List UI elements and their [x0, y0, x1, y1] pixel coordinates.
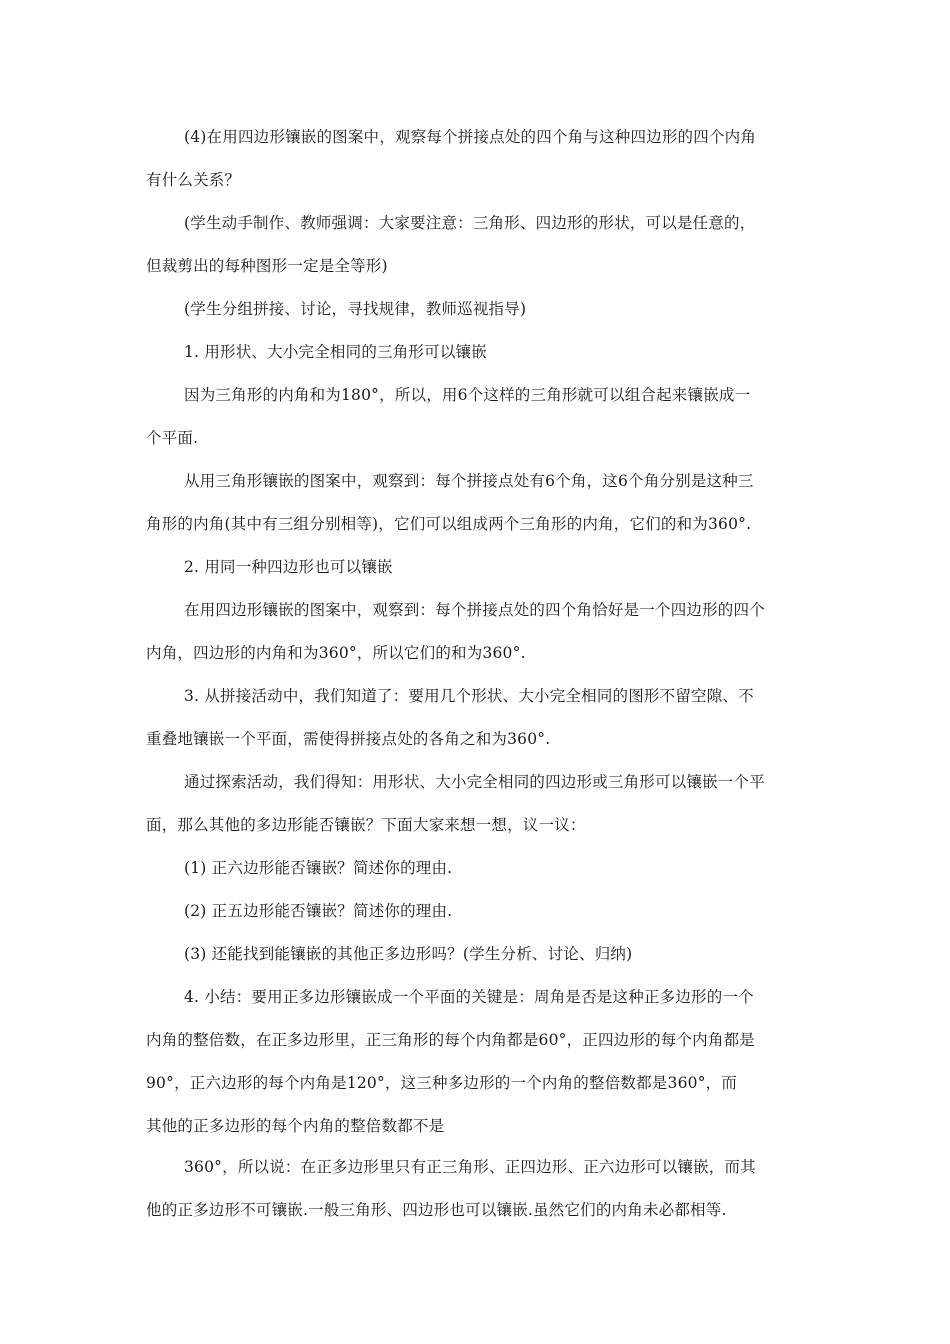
- text-line: 4. 小结：要用正多边形镶嵌成一个平面的关键是：周角是否是这种正多边形的一个: [184, 988, 754, 1006]
- text-line: 3. 从拼接活动中，我们知道了：要用几个形状、大小完全相同的图形不留空隙、不: [184, 687, 754, 705]
- text-line: 重叠地镶嵌一个平面，需使得拼接点处的各角之和为360°.: [146, 730, 551, 748]
- text-line: 个平面.: [146, 429, 199, 447]
- text-line: 内角，四边形的内角和为360°，所以它们的和为360°.: [146, 644, 526, 662]
- text-line: 2. 用同一种四边形也可以镶嵌: [184, 558, 393, 576]
- text-line: (2) 正五边形能否镶嵌？简述你的理由.: [184, 902, 453, 920]
- text-line: 面，那么其他的多边形能否镶嵌？下面大家来想一想，议一议：: [146, 816, 586, 834]
- text-line: (学生动手制作、教师强调：大家要注意：三角形、四边形的形状，可以是任意的，: [184, 214, 756, 232]
- text-line: 90°，正六边形的每个内角是120°，这三种多边形的一个内角的整倍数都是360°，而: [146, 1074, 738, 1092]
- text-line: (4)在用四边形镶嵌的图案中，观察每个拼接点处的四个角与这种四边形的四个内角: [184, 128, 757, 146]
- text-line: 角形的内角(其中有三组分别相等)，它们可以组成两个三角形的内角，它们的和为360°.: [146, 515, 752, 533]
- text-line: 他的正多边形不可镶嵌.一般三角形、四边形也可以镶嵌.虽然它们的内角未必都相等.: [146, 1201, 727, 1219]
- text-line: 1. 用形状、大小完全相同的三角形可以镶嵌: [184, 343, 487, 361]
- text-line: 从用三角形镶嵌的图案中，观察到：每个拼接点处有6个角，这6个角分别是这种三: [184, 472, 754, 490]
- text-line: (学生分组拼接、讨论，寻找规律，教师巡视指导): [184, 300, 527, 318]
- text-line: 因为三角形的内角和为180°，所以，用6个这样的三角形就可以组合起来镶嵌成一: [184, 386, 751, 404]
- text-line: (1) 正六边形能否镶嵌？简述你的理由.: [184, 859, 453, 877]
- text-line: 在用四边形镶嵌的图案中，观察到：每个拼接点处的四个角恰好是一个四边形的四个: [184, 601, 765, 619]
- text-line: 其他的正多边形的每个内角的整倍数都不是: [146, 1117, 445, 1135]
- text-line: 通过探索活动，我们得知：用形状、大小完全相同的四边形或三角形可以镶嵌一个平: [184, 773, 765, 791]
- text-line: (3) 还能找到能镶嵌的其他正多边形吗？(学生分析、讨论、归纳): [184, 945, 633, 963]
- text-line: 内角的整倍数，在正多边形里，正三角形的每个内角都是60°，正四边形的每个内角都是: [146, 1031, 755, 1049]
- text-line: 但裁剪出的每种图形一定是全等形): [146, 257, 388, 275]
- text-line: 360°，所以说：在正多边形里只有正三角形、正四边形、正六边形可以镶嵌，而其: [184, 1158, 756, 1176]
- text-line: 有什么关系？: [146, 171, 241, 189]
